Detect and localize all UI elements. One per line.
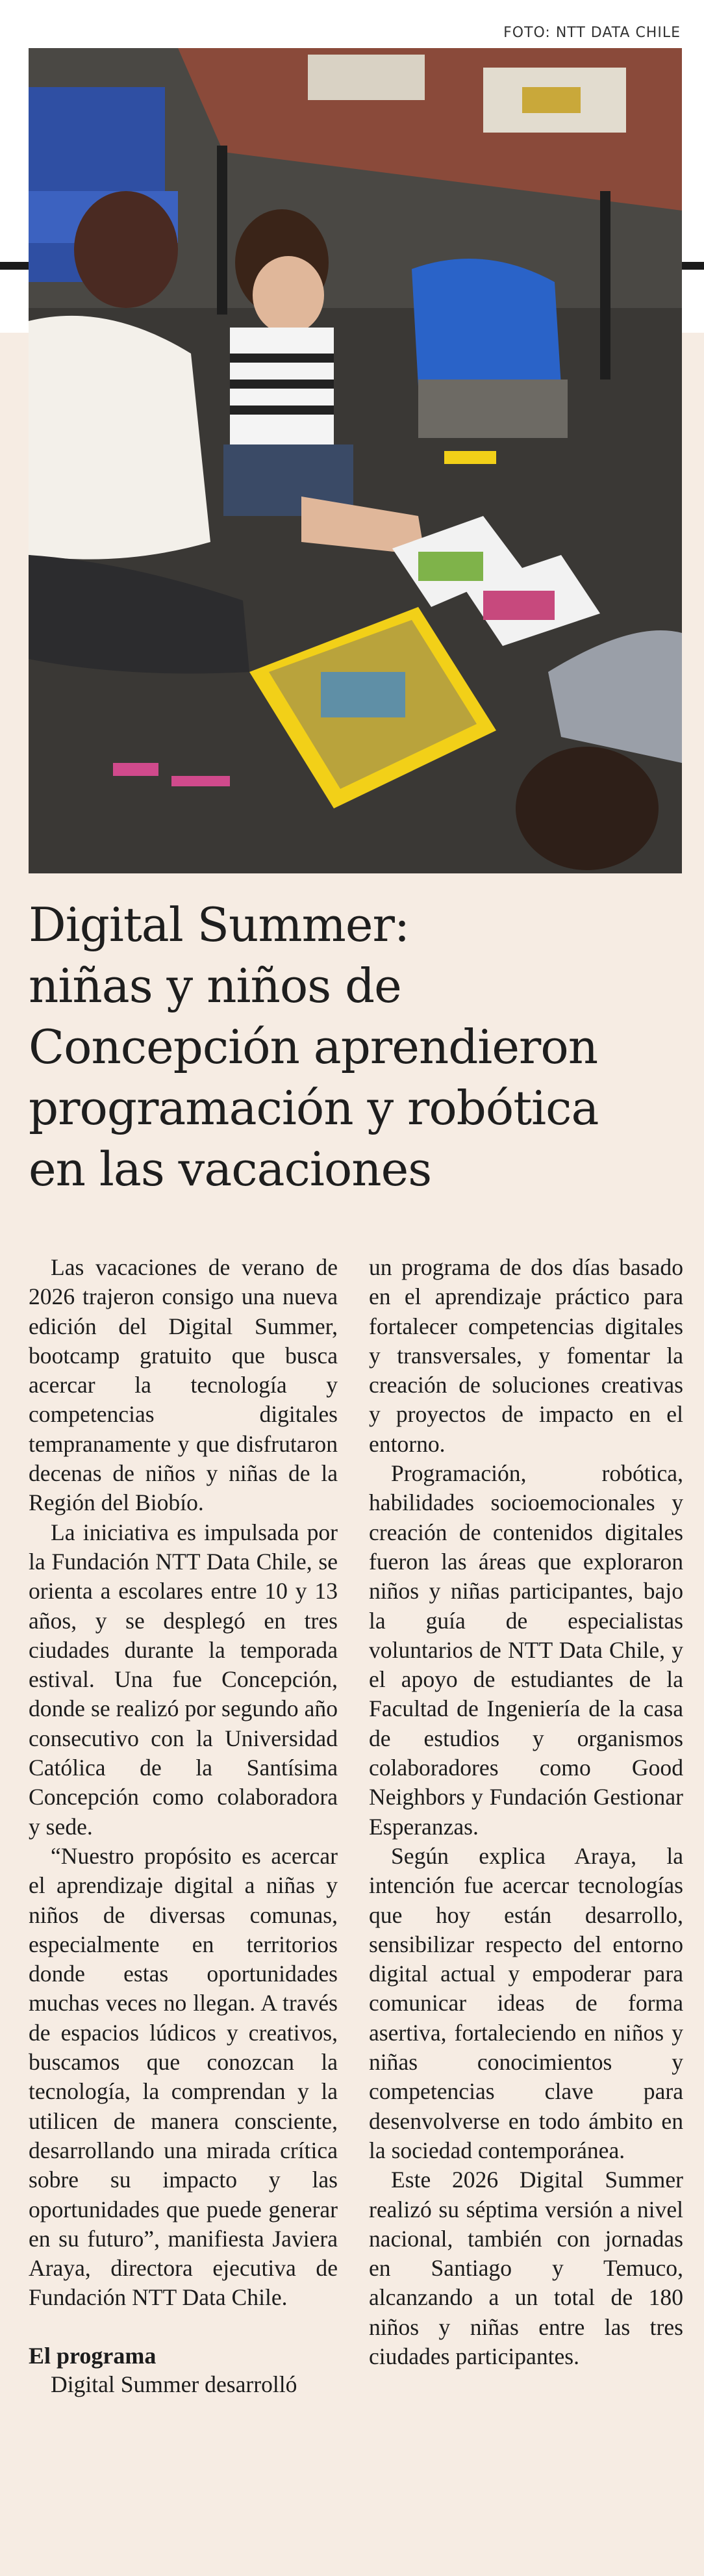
headline-line: Concepción aprendieron (29, 1020, 598, 1074)
body-paragraph: Este 2026 Digital Summer realizó su séptima versión a nivel nacional, también con jornadas en Santiago y Temuco, alcanzando a un total de 180 niños y niñas entre las tres ciudades participantes. (369, 2167, 683, 2369)
body-paragraph: Según explica Araya, la intención fue acercar tecnologías que hoy están desarrollo, sensibilizar respecto del entorno digital actual y empoderar para comunicar ideas de forma asertiva, fortaleciendo en niños y niñas conocimientos y competencias clave para desenvolverse en todo ámbito en la sociedad contemporánea. (369, 1842, 683, 2163)
article-column-left (29, 1253, 338, 2399)
body-paragraph: un programa de dos días basado en el aprendizaje práctico para fortalecer competencias digitales y transversales, y fomentar la creación de soluciones creativas y proyectos de impacto en el entorno. (369, 1254, 683, 1457)
headline-line: niñas y niños de (29, 959, 401, 1013)
headline-line: Digital Summer: (29, 897, 410, 952)
body-paragraph: La iniciativa es impulsada por la Fundación NTT Data Chile, se orienta a escolares entre 10 y 13 años, y se desplegó en tres ciudades durante la temporada estival. Una fue Concepción, donde se realizó por segundo año consecutivo con la Universidad Católica de la Santísima Concepción como colaboradora y sede. (29, 1519, 338, 1840)
photo-credit: FOTO: NTT DATA CHILE (503, 25, 681, 41)
body-paragraph: Programación, robótica, habilidades socioemocionales y creación de contenidos digitales fueron las áreas que exploraron niños y niñas participantes, bajo la guía de especialistas voluntarios de NTT Data Chile, y el apoyo de estudiantes de la Facultad de Ingeniería de la casa de estudios y organismos colaboradores como Good Neighbors y Fundación Gestionar Esperanzas. (369, 1460, 683, 1840)
article-headline (29, 894, 678, 1200)
headline-line: programación y robótica (29, 1081, 599, 1135)
headline-line: en las vacaciones (29, 1142, 432, 1196)
body-paragraph: Digital Summer desarrolló (51, 2371, 297, 2397)
article-photo (29, 48, 682, 873)
section-subhead: El programa (29, 2342, 157, 2369)
body-paragraph: “Nuestro propósito es acercar el aprendizaje digital a niñas y niños de diversas comunas, especialmente en territorios donde estas oportunidades muchas veces no llegan. A través de espacios lúdicos y creativos, buscamos que conozcan la tecnología, la comprendan y la utilicen de manera consciente, desarrollando una mirada crítica sobre su impacto y las oportunidades que puede generar en su futuro”, manifiesta Javiera Araya, directora ejecutiva de Fundación NTT Data Chile. (29, 1842, 338, 2311)
article-column-right (369, 1253, 683, 2371)
body-paragraph: Las vacaciones de verano de 2026 trajeron consigo una nueva edición del Digital Summer, bootcamp gratuito que busca acercar la tecnología y competencias digitales tempranamente y que disfrutaron decenas de niños y niñas de la Región del Biobío. (29, 1254, 338, 1516)
